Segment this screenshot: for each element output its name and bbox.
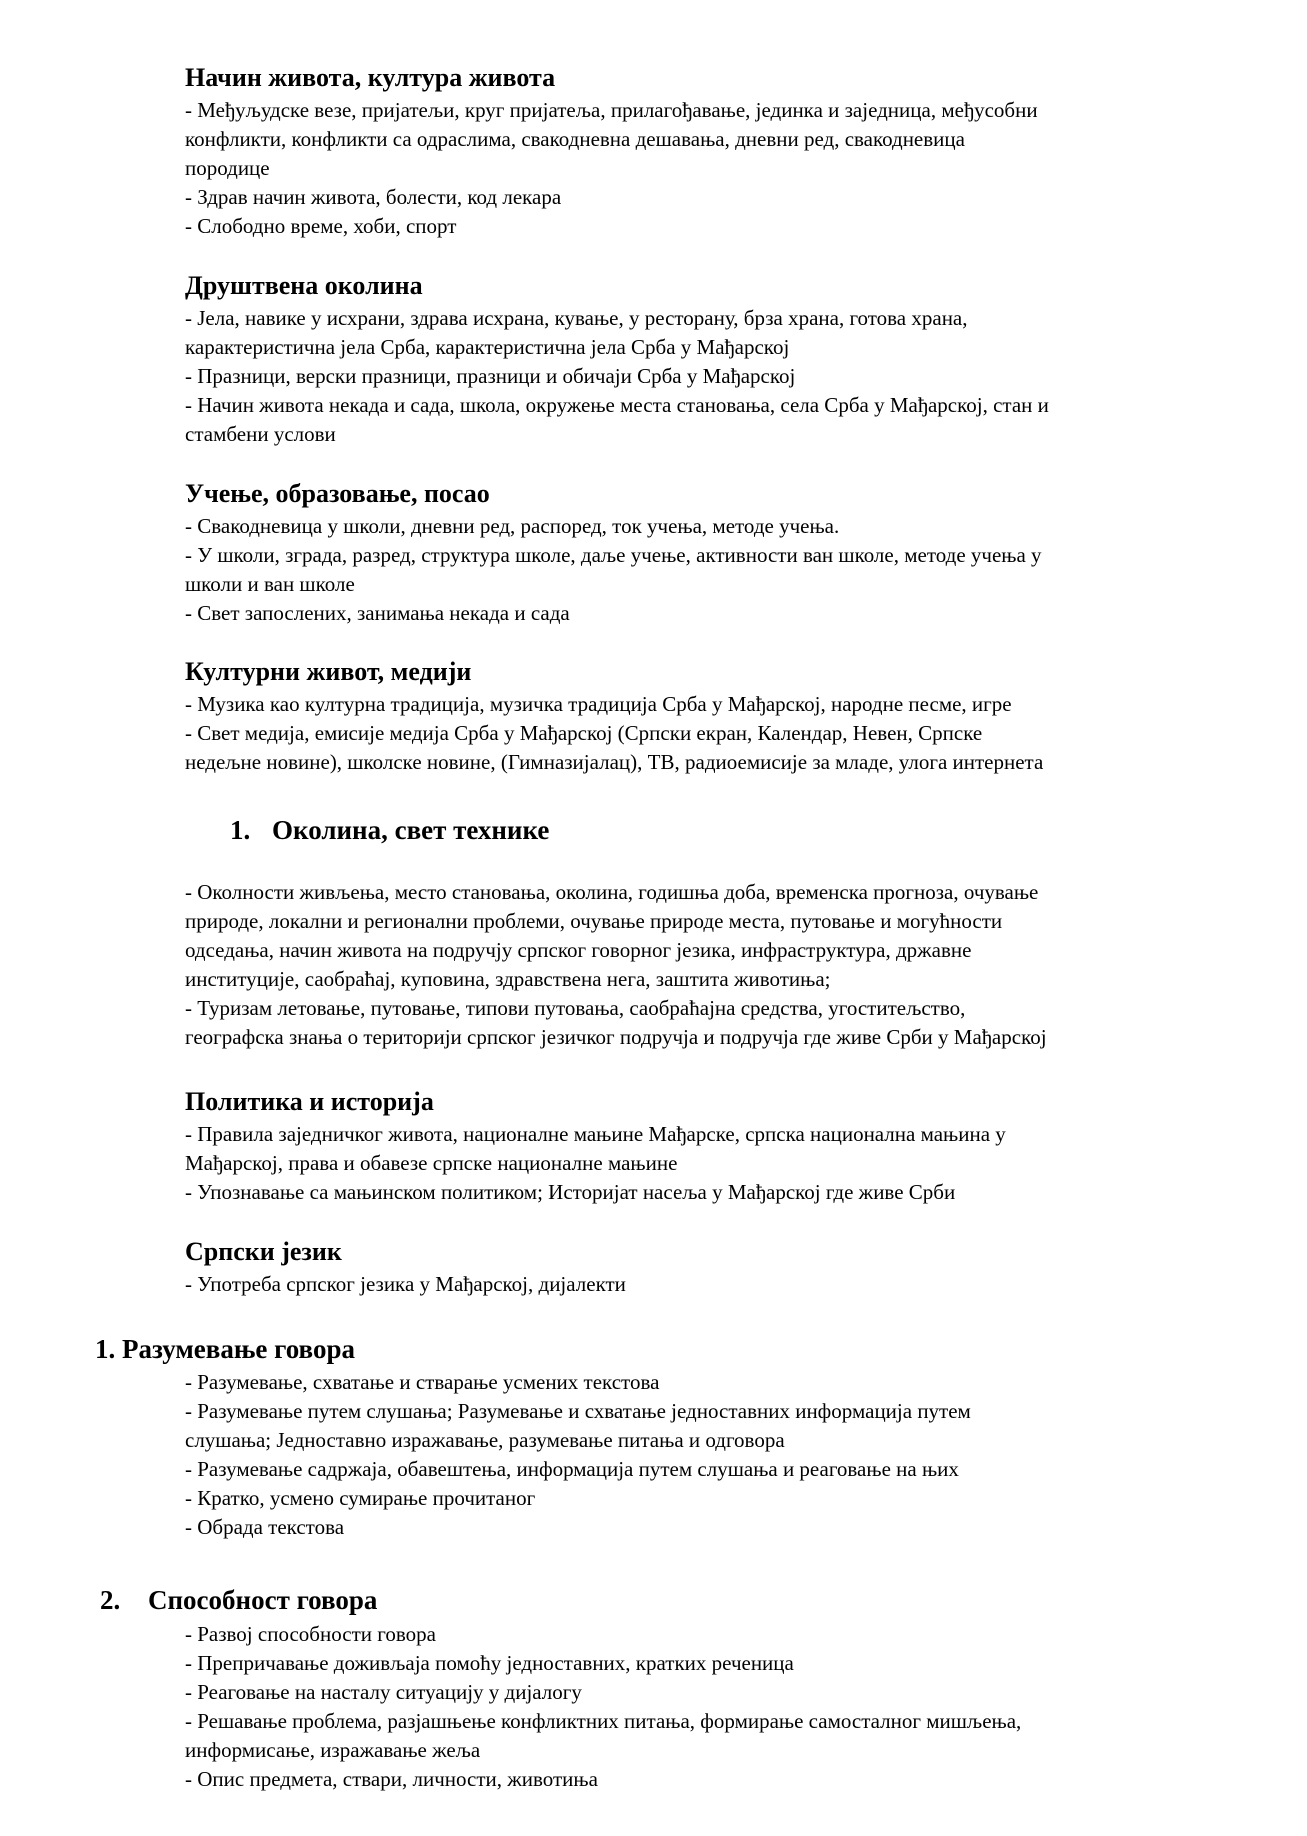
text-line: информисање, изражавање жеља bbox=[185, 1738, 481, 1762]
numbered-heading-number: 1. bbox=[230, 815, 251, 845]
section-environment-text bbox=[185, 878, 1245, 1052]
section-heading: Културни живот, медији bbox=[185, 657, 472, 686]
text-line: одседања, начин живота на подручју српског говорног језика, инфраструктура, државне bbox=[185, 938, 972, 962]
listening-list bbox=[185, 1368, 1245, 1542]
section-heading: Учење, образовање, посао bbox=[185, 479, 490, 508]
section-lifestyle bbox=[185, 62, 1245, 241]
text-line: - Препричавање доживљаја помоћу једноставних, кратких реченица bbox=[185, 1651, 794, 1675]
speaking-heading-text: Способност говора bbox=[148, 1585, 378, 1615]
text-line: - Развој способности говора bbox=[185, 1622, 436, 1646]
text-line: - Музика као културна традиција, музичка традиција Срба у Мађарској, народне песме, игре bbox=[185, 692, 1012, 716]
text-line: - Разумевање, схватање и стварање усмених текстова bbox=[185, 1370, 660, 1394]
text-line: недељне новине), школске новине, (Гимназијалац), ТВ, радиоемисије за младе, улога интернета bbox=[185, 750, 1044, 774]
text-line: - Решавање проблема, разјашњење конфликтних питања, формирање самосталног мишљења, bbox=[185, 1709, 1022, 1733]
text-line: - Кратко, усмено сумирање прочитаног bbox=[185, 1486, 536, 1510]
text-line: - Употреба српског језика у Мађарској, дијалекти bbox=[185, 1272, 626, 1296]
speaking-list bbox=[185, 1620, 1245, 1794]
text-line: слушања; Једноставно изражавање, разумевање питања и одговора bbox=[185, 1428, 785, 1452]
section-heading: Начин живота, култура живота bbox=[185, 63, 556, 92]
text-line: - Околности живљења, место становања, околина, годишња доба, временска прогноза, очување bbox=[185, 880, 1039, 904]
text-line: - Слободно време, хоби, спорт bbox=[185, 214, 457, 238]
text-line: институције, саобраћај, куповина, здравствена нега, заштита животиња; bbox=[185, 967, 831, 991]
text-line: - Свакодневица у школи, дневни ред, распоред, ток учења, методе учења. bbox=[185, 514, 840, 538]
section-politics-history bbox=[185, 1086, 1245, 1207]
text-line: - Свет запослених, занимања некада и сада bbox=[185, 601, 570, 625]
text-line: природе, локални и регионални проблеми, очување природе места, путовање и могућности bbox=[185, 909, 1003, 933]
text-line: стамбени услови bbox=[185, 422, 336, 446]
text-line: - Празници, верски празници, празници и обичаји Срба у Мађарској bbox=[185, 364, 796, 388]
text-line: - У школи, зграда, разред, структура школе, даље учење, активности ван школе, методе учења у bbox=[185, 543, 1042, 567]
section-culture-media bbox=[185, 656, 1245, 777]
text-line: - Опис предмета, ствари, личности, животиња bbox=[185, 1767, 598, 1791]
text-line: - Разумевање садржаја, обавештења, информација путем слушања и реаговање на њих bbox=[185, 1457, 959, 1481]
listening-heading: 1. Разумевање говора bbox=[95, 1334, 355, 1364]
text-line: - Здрав начин живота, болести, код лекара bbox=[185, 185, 562, 209]
text-line: - Обрада текстова bbox=[185, 1515, 345, 1539]
section-serbian-language bbox=[185, 1236, 1245, 1299]
text-line: школи и ван школе bbox=[185, 572, 355, 596]
text-line: - Свет медија, емисије медија Срба у Мађарској (Српски екран, Календар, Невен, Српске bbox=[185, 721, 983, 745]
text-line: - Међуљудске везе, пријатељи, круг пријатеља, прилагођавање, јединка и заједница, међусобни bbox=[185, 98, 1038, 122]
speaking-heading-number: 2. bbox=[100, 1585, 121, 1615]
text-line: - Јела, навике у исхрани, здрава исхрана, кување, у ресторану, брза храна, готова храна, bbox=[185, 306, 968, 330]
text-line: географска знања о територији српског језичког подручја и подручја где живе Срби у Мађарској bbox=[185, 1025, 1047, 1049]
section-learning bbox=[185, 478, 1245, 628]
text-line: - Разумевање путем слушања; Разумевање и схватање једноставних информација путем bbox=[185, 1399, 971, 1423]
section-social-environment bbox=[185, 270, 1245, 449]
text-line: - Реаговање на насталу ситуацију у дијалогу bbox=[185, 1680, 582, 1704]
text-line: Мађарској, права и обавезе српске националне мањине bbox=[185, 1151, 678, 1175]
text-line: - Упознавање са мањинском политиком; Историјат насеља у Мађарској где живе Срби bbox=[185, 1180, 956, 1204]
text-line: конфликти, конфликти са одраслима, свакодневна дешавања, дневни ред, свакодневица bbox=[185, 127, 965, 151]
numbered-heading-text: Околина, свет технике bbox=[272, 815, 550, 845]
text-line: - Правила заједничког живота, националне мањине Мађарске, српска национална мањина у bbox=[185, 1122, 1006, 1146]
text-line: карактеристична јела Срба, карактеристична јела Срба у Мађарској bbox=[185, 335, 790, 359]
text-line: - Начин живота некада и сада, школа, окружење места становања, села Срба у Мађарској, стан и bbox=[185, 393, 1049, 417]
section-heading: Српски језик bbox=[185, 1237, 342, 1266]
text-line: породице bbox=[185, 156, 270, 180]
section-heading: Друштвена околина bbox=[185, 271, 423, 300]
section-heading: Политика и историја bbox=[185, 1087, 434, 1116]
text-line: - Туризам летовање, путовање, типови путовања, саобраћајна средства, угоститељство, bbox=[185, 996, 966, 1020]
